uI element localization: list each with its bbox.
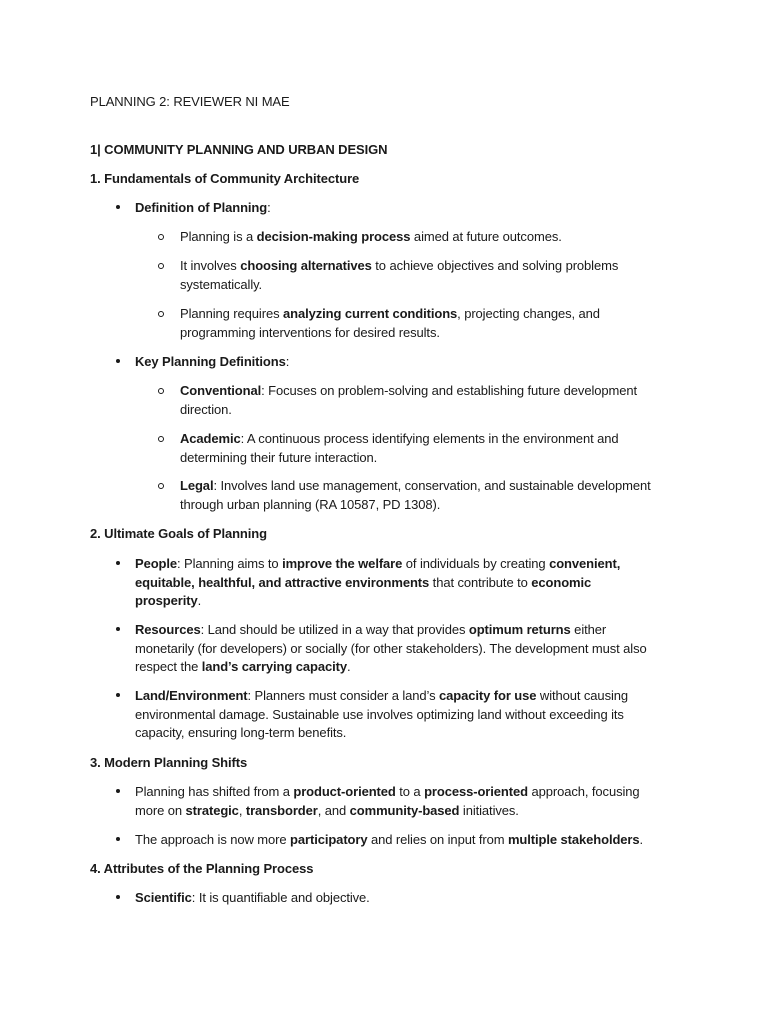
goal-land-environment-cont-2: capacity, ensuring long-term benefits.: [135, 725, 347, 740]
bullet-circle-icon: [158, 311, 164, 317]
bullet-disc-icon: [116, 693, 120, 697]
section-heading-3: 3. Modern Planning Shifts: [90, 755, 248, 770]
bullet-circle-icon: [158, 234, 164, 240]
goal-people: People: Planning aims to improve the welfare of individuals by creating convenient,: [135, 556, 621, 571]
goal-resources-cont-1: monetarily (for developers) or socially (for other stakeholders). The development must also: [135, 641, 647, 656]
section-heading-4: 4. Attributes of the Planning Process: [90, 861, 314, 876]
definition-item-2: It involves choosing alternatives to achieve objectives and solving problems: [180, 258, 619, 273]
goal-resources-cont-2: respect the land’s carrying capacity.: [135, 659, 351, 674]
bullet-disc-icon: [116, 205, 120, 209]
document-title: PLANNING 2: REVIEWER NI MAE: [90, 94, 290, 109]
bullet-disc-icon: [116, 359, 120, 363]
section-heading-2: 2. Ultimate Goals of Planning: [90, 526, 267, 541]
shift-item-1-cont: more on strategic, transborder, and community-based initiatives.: [135, 803, 519, 818]
goal-resources: Resources: Land should be utilized in a way that provides optimum returns either: [135, 622, 607, 637]
bullet-disc-icon: [116, 627, 120, 631]
definition-item-2-cont: systematically.: [180, 277, 263, 292]
key-definition-academic-cont: determining their future interaction.: [180, 450, 378, 465]
bullet-circle-icon: [158, 388, 164, 394]
section-heading-1: 1. Fundamentals of Community Architecture: [90, 171, 360, 186]
bullet-circle-icon: [158, 483, 164, 489]
goal-land-environment: Land/Environment: Planners must consider a land’s capacity for use without causing: [135, 688, 629, 703]
key-definitions-label: Key Planning Definitions:: [135, 354, 290, 369]
goal-people-cont-2: prosperity.: [135, 593, 202, 608]
attribute-scientific: Scientific: It is quantifiable and objective.: [135, 890, 370, 905]
bullet-disc-icon: [116, 837, 120, 841]
definition-of-planning-label: Definition of Planning:: [135, 200, 271, 215]
key-definition-legal-cont: through urban planning (RA 10587, PD 1308).: [180, 497, 441, 512]
shift-item-2: The approach is now more participatory and relies on input from multiple stakeholders.: [135, 832, 644, 847]
shift-item-1: Planning has shifted from a product-oriented to a process-oriented approach, focusing: [135, 784, 640, 799]
bullet-disc-icon: [116, 789, 120, 793]
goal-land-environment-cont-1: environmental damage. Sustainable use involves optimizing land without exceeding its: [135, 707, 624, 722]
definition-item-3-cont: programming interventions for desired results.: [180, 325, 440, 340]
definition-item-3: Planning requires analyzing current conditions, projecting changes, and: [180, 306, 600, 321]
key-definition-conventional-cont: direction.: [180, 402, 232, 417]
bullet-disc-icon: [116, 561, 120, 565]
bullet-circle-icon: [158, 436, 164, 442]
key-definition-conventional: Conventional: Focuses on problem-solving and establishing future development: [180, 383, 638, 398]
bullet-disc-icon: [116, 895, 120, 899]
bullet-circle-icon: [158, 263, 164, 269]
part-heading: 1| COMMUNITY PLANNING AND URBAN DESIGN: [90, 142, 388, 157]
goal-people-cont-1: equitable, healthful, and attractive environments that contribute to economic: [135, 575, 592, 590]
key-definition-academic: Academic: A continuous process identifying elements in the environment and: [180, 431, 619, 446]
definition-item-1: Planning is a decision-making process aimed at future outcomes.: [180, 229, 562, 244]
key-definition-legal: Legal: Involves land use management, conservation, and sustainable development: [180, 478, 651, 493]
